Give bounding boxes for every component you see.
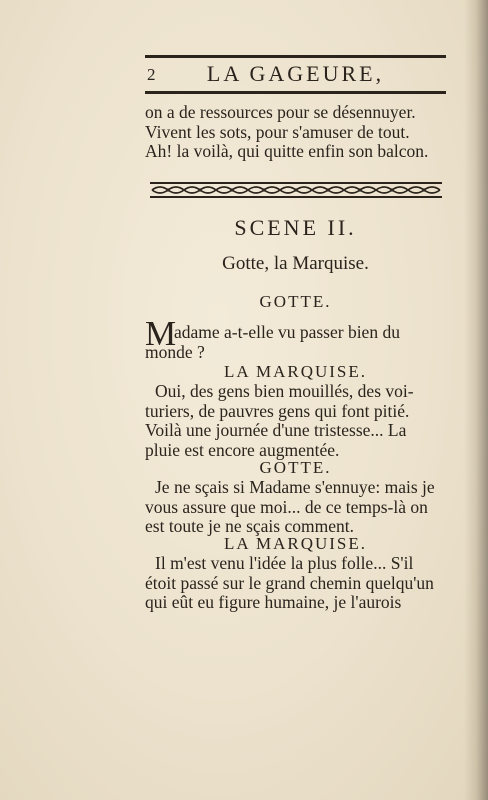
text-line: on a de ressources pour se désennuyer.	[145, 102, 416, 122]
text-line: étoit passé sur le grand chemin quelqu'un	[145, 572, 434, 593]
speaker-name: LA MARQUISE.	[223, 534, 367, 553]
speech-paragraph	[145, 554, 449, 613]
page-number: 2	[147, 65, 156, 84]
speaker-name: GOTTE.	[259, 458, 332, 477]
speaker-name: LA MARQUISE.	[223, 362, 367, 381]
header-rule-top	[145, 55, 446, 58]
page-gutter-shadow	[464, 0, 488, 800]
text-line: Voilà une journée d'une tristesse... La	[145, 420, 407, 440]
opening-paragraph	[145, 103, 449, 162]
speaker-name: GOTTE.	[259, 292, 332, 311]
text-line: Je ne sçais si Madame s'ennuye: mais je	[155, 477, 435, 497]
speech-paragraph	[145, 323, 449, 362]
drop-cap: M	[145, 314, 177, 353]
text-line: qui eût eu figure humaine, je l'aurois	[145, 592, 402, 612]
ornament-band-icon	[150, 182, 442, 198]
speech-paragraph	[145, 478, 449, 537]
text-line: Oui, des gens bien mouillés, des voi-	[155, 381, 414, 401]
speech-paragraph	[145, 382, 449, 460]
text-line: Ah! la voilà, qui quitte enfin son balcon.	[145, 141, 429, 161]
text-line: est toute je ne sçais comment.	[145, 516, 354, 536]
text-line: pluie est encore augmentée.	[145, 439, 340, 460]
scene-title: SCENE II.	[234, 215, 357, 240]
running-header	[145, 61, 446, 89]
text-line: Il m'est venu l'idée la plus folle... S'il	[155, 553, 414, 573]
scene-cast: Gotte, la Marquise.	[222, 253, 369, 274]
running-title: LA GAGEURE,	[206, 61, 385, 86]
text-line: monde ?	[145, 341, 205, 362]
text-line: adame a-t-elle vu passer bien du	[174, 322, 400, 342]
text-line: turiers, de pauvres gens qui font pitié.	[145, 400, 410, 421]
text-line: Vivent les sots, pour s'amuser de tout.	[145, 121, 410, 142]
text-line: vous assure que moi... de ce temps-là on	[145, 496, 428, 517]
header-rule-bottom	[145, 91, 446, 94]
